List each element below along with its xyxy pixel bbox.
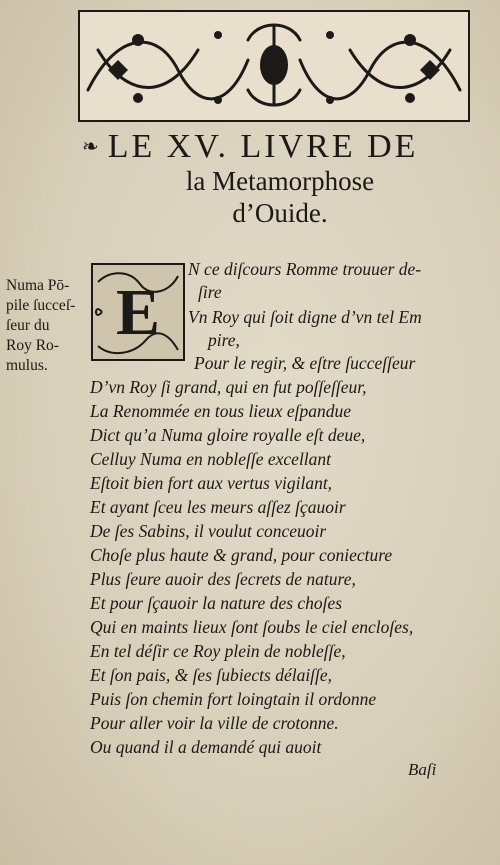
book-title-line2: la Metamorphose bbox=[185, 166, 375, 196]
verse-line: Dict qu’a Numa gloire royalle eſt deue, bbox=[90, 425, 366, 445]
marginal-note-line: pile ſucceſ- bbox=[6, 297, 76, 314]
verse-line: En tel déſir ce Roy plein de nobleſſe, bbox=[90, 641, 346, 661]
marginal-note-line: Numa Pō- bbox=[6, 277, 70, 294]
verse-line: De ſes Sabins, il voulut conceuoir bbox=[90, 521, 327, 541]
decorated-initial bbox=[90, 262, 186, 362]
verse-line: Pour aller voir la ville de crotonne. bbox=[90, 713, 339, 733]
verse-line: Puis ſon chemin fort loingtain il ordonne bbox=[90, 689, 377, 709]
verse-line: N ce diſcours Romme trouuer de- bbox=[188, 259, 422, 279]
marginal-note-line: mulus. bbox=[6, 357, 48, 374]
marginal-note-line: ſeur du bbox=[6, 317, 50, 334]
marginal-note bbox=[6, 276, 86, 376]
verse-line: La Renommée en tous lieux eſpandue bbox=[90, 401, 351, 421]
verse-line: Pour le regir, & eſtre ſucceſſeur bbox=[194, 353, 416, 373]
book-title-line1 bbox=[82, 128, 462, 166]
verse-line: ſire bbox=[198, 282, 222, 302]
book-title-line3: d’Ouide. bbox=[232, 198, 328, 228]
fleuron-icon: ❧ bbox=[82, 136, 102, 158]
initial-letter: E bbox=[115, 276, 161, 349]
verse-line: Et pour ſçauoir la nature des choſes bbox=[90, 593, 343, 613]
verse-line: Celluy Numa en nobleſſe excellant bbox=[90, 449, 332, 469]
verse-line: Vn Roy qui ſoit digne d’vn tel Em bbox=[188, 307, 422, 327]
verse-line: pire, bbox=[208, 330, 240, 350]
verse-line: Plus ſeure auoir des ſecrets de nature, bbox=[90, 569, 356, 589]
title-line1-text: LE XV. LIVRE DE bbox=[107, 128, 419, 165]
verse-line: Et ſon pais, & ſes ſubiects délaiſſe, bbox=[90, 665, 333, 685]
verse-line: Ou quand il a demandé qui auoit bbox=[90, 737, 322, 757]
catchword: Baſi bbox=[408, 760, 437, 779]
marginal-note-line: Roy Ro- bbox=[6, 337, 59, 354]
verse-line: D’vn Roy ſi grand, qui en fut poſſeſſeur, bbox=[90, 377, 367, 397]
verse-line: Eſtoit bien fort aux vertus vigilant, bbox=[90, 473, 333, 493]
verse-line: Qui en maints lieux ſont ſoubs le ciel encloſes, bbox=[90, 617, 414, 637]
verse-line: Et ayant ſceu les meurs aſſez ſçauoir bbox=[90, 497, 346, 517]
ornamental-headpiece bbox=[78, 10, 470, 122]
verse-line: Choſe plus haute & grand, pour coniecture bbox=[90, 545, 393, 565]
